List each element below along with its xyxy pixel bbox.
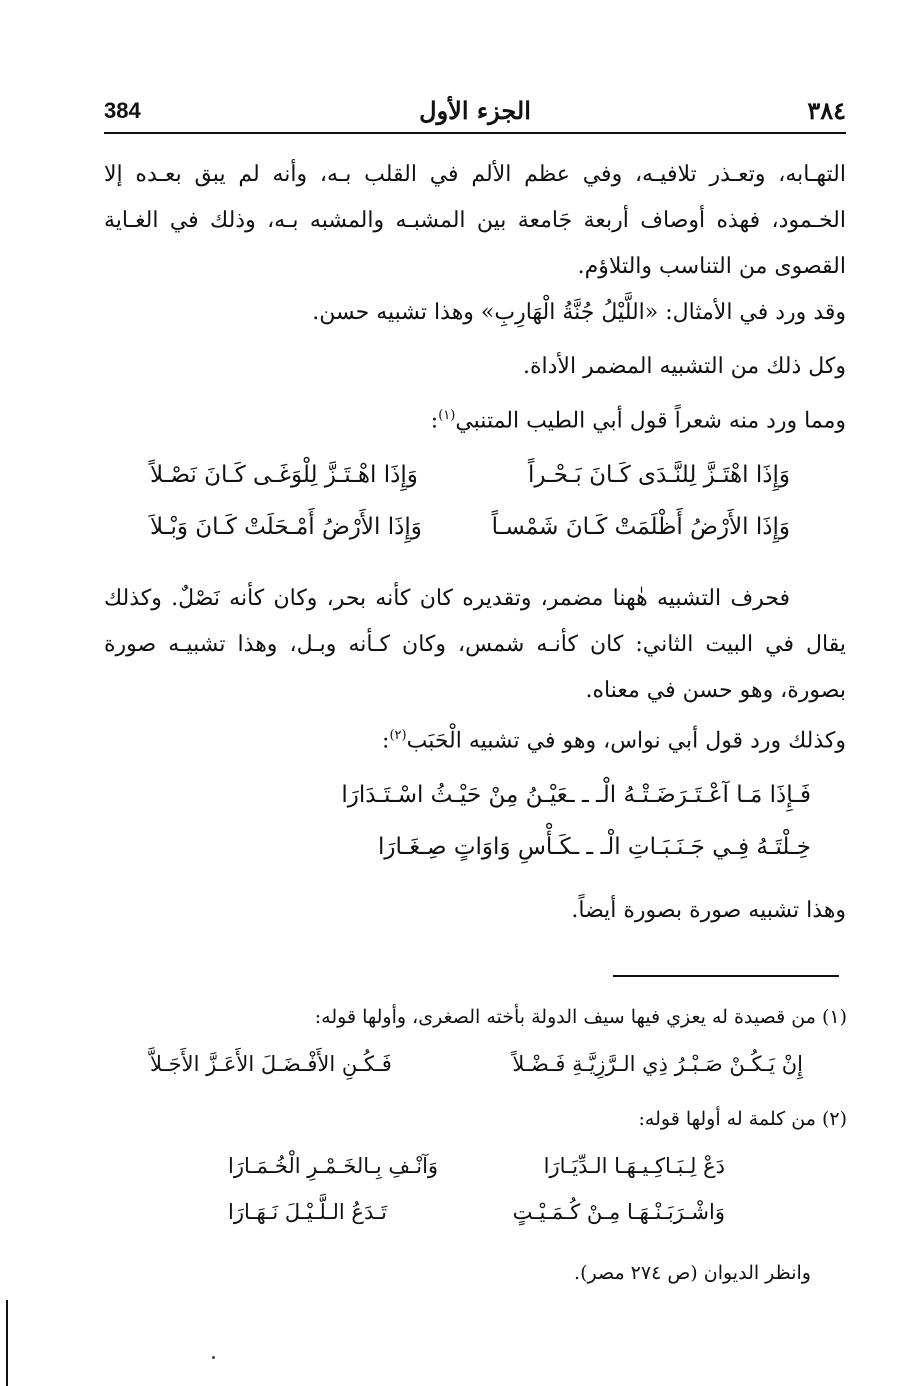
verse-first-hemistich: وَإِذَا اهْتَـزَّ لِلنَّـدَى كَـانَ بَـحْـراً: [527, 462, 790, 488]
footnote-reference: وانظر الديوان (ص ٢٧٤ مصر).: [574, 1262, 811, 1284]
footnote-1-label: (١): [821, 1006, 847, 1028]
scan-margin-line: [6, 1300, 8, 1386]
paragraph-4: [431, 408, 846, 433]
footnote-2-label: (٢): [821, 1108, 847, 1130]
paragraph-6-colon: :: [382, 728, 390, 754]
footnote-1-text: من قصيدة له يعزي فيها سيف الدولة بأخته الصغرى، وأولها قوله:: [314, 1006, 816, 1028]
paragraph-4-text: ومما ورد منه شعراً قول أبي الطيب المتنبي: [455, 408, 846, 434]
footnote-ref-2: (٢): [389, 728, 407, 743]
page-number-latin: 384: [104, 98, 141, 123]
paragraph-1-text: التهـابه، وتعـذر تلافيـه، وفي عظم الألم في القلب بـه، وأنه لم يبق بعـده إلا الخـمود، فهذه أوصاف أربعة جَامعة بين المشبـه والمشبه بـه، وذلك في الغـاية القصوى من التناسب والتلاؤم.: [104, 162, 846, 279]
footnote-1: [315, 1006, 847, 1028]
paragraph-1: [104, 152, 846, 290]
verse-line: خِـلْتَـهُ فِـي جَـنَـبَـاتِ الْـ ـ ـكَـأْسِ وَاوَاتٍ صِـغَـارَا: [377, 834, 811, 860]
footnote-1-verse-second: فَـكُـنِ الأَفْـضَـلَ الأَعَـزَّ الأَجَـلاَّ: [150, 1052, 392, 1076]
page-header: [104, 92, 846, 134]
paragraph-3: وكل ذلك من التشبيه المضمر الأداة.: [522, 354, 846, 379]
footnote-2-verse-second: وَآنْـفِ بِـالخَـمْـرِ الْخُـمَـارَا: [228, 1154, 439, 1178]
page-number-arabic: ٣٨٤: [807, 96, 846, 125]
scan-speck: [212, 1356, 215, 1359]
paragraph-7: وهذا تشبيه صورة بصورة أيضاً.: [571, 898, 846, 923]
paragraph-2: وقد ورد في الأمثال: «اللَّيْلُ جُنَّةُ الْهَارِبِ» وهذا تشبيه حسن.: [312, 300, 846, 325]
paragraph-6: [382, 728, 846, 753]
verse-second-hemistich: وَإِذَا اهْـتَـزَّ لِلْوَغَـى كَـانَ نَصْـلاً: [150, 462, 418, 488]
footnote-2-verse-first: دَعْ لِـبَـاكِـيـهَـا الـدِّيَـارَا: [543, 1154, 725, 1178]
footnote-separator: [613, 975, 839, 977]
verse-row: [150, 514, 790, 560]
verse-second-hemistich: وَإِذَا الأَرْضُ أَمْـحَلَتْ كَـانَ وَبْـلاَ: [150, 514, 422, 540]
footnote-1-verse-first: إِنْ يَـكُـنْ صَـبْـرُ ذِي الـرَّزِيَّـةِ فَـضْـلاً: [512, 1052, 803, 1076]
verse-line: فَـإِذَا مَـا آعْـتَـرَضَـتْـهُ الْـ ـ ـعَيْـنُ مِنْ حَيْـثُ اسْـتَـدَارَا: [341, 782, 811, 808]
footnote-2-verse-first: وَاشْـرَبَـنْـهَـا مِـنْ كُـمَـيْـتٍ: [512, 1200, 725, 1224]
verse-row: [150, 462, 790, 508]
footnote-ref-1: (١): [438, 408, 456, 423]
paragraph-6-text: وكذلك ورد قول أبي نواس، وهو في تشبيه الْحَبَب: [406, 728, 846, 754]
footnote-2: [639, 1108, 847, 1130]
paragraph-5-text: فحرف التشبيه هٰهنا مضمر، وتقديره كان كأنه بحر، وكان كأنه نَصْلٌ. وكذلك يقال في البيت الثاني: كان كأنـه شمس، وكان كـأنه وبـل، وهذا تشبيـه صورة بصورة، وهو حسن في معناه.: [104, 586, 846, 703]
verse-first-hemistich: وَإِذَا الأَرْضُ أَظْلَمَتْ كَـانَ شَمْسـاً: [491, 514, 790, 540]
footnote-2-verse-second: تَـدَعُ الـلَّـيْـلَ نَـهَـارَا: [228, 1200, 387, 1224]
paragraph-5: [104, 576, 846, 714]
paragraph-4-colon: :: [430, 408, 439, 434]
footnote-2-text: من كلمة له أولها قوله:: [638, 1108, 816, 1130]
running-title: الجزء الأول: [419, 96, 531, 125]
